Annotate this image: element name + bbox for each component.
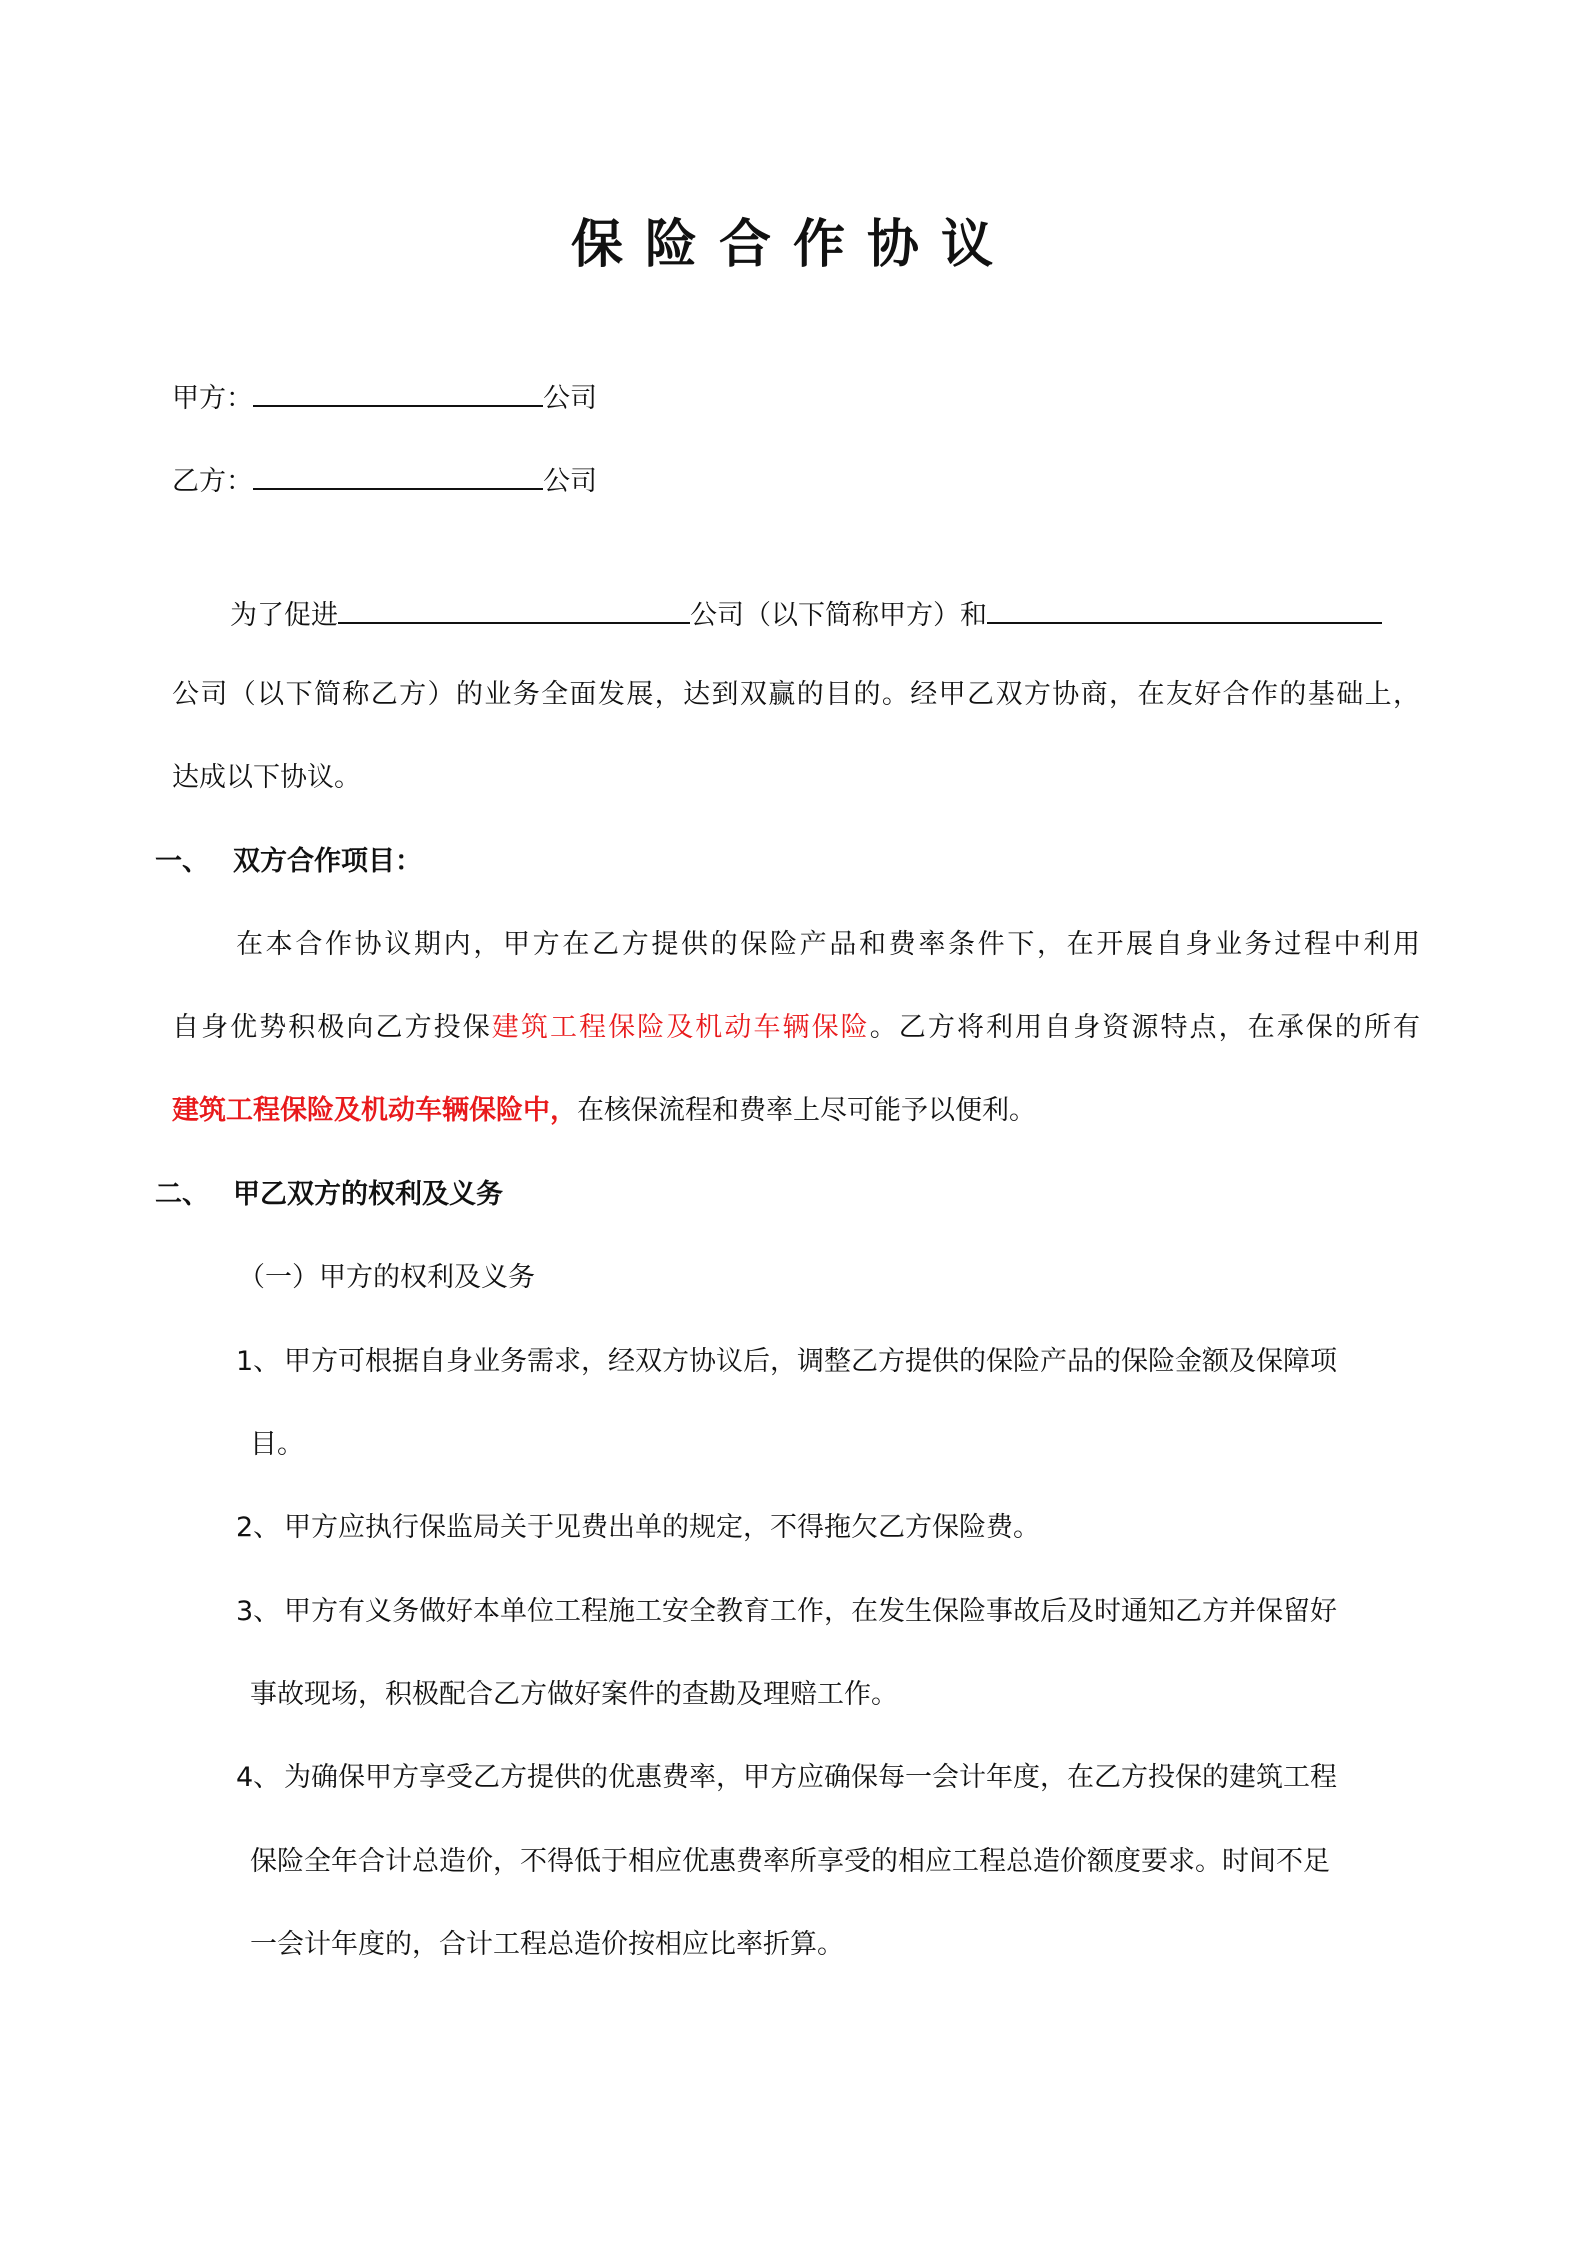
party-b-label: 乙方： xyxy=(172,466,253,497)
item-4-text: 为确保甲方享受乙方提供的优惠费率，甲方应确保每一会计年度，在乙方投保的建筑工程 xyxy=(284,1762,1337,1793)
item-4-line-3: 一会计年度的，合计工程总造价按相应比率折算。 xyxy=(250,1929,844,1960)
party-a-suffix: 公司 xyxy=(543,383,597,414)
section-1-text-a: 自身优势积极向乙方投保 xyxy=(172,1012,492,1043)
intro-text-2: 公司（以下简称甲方）和 xyxy=(690,600,987,631)
section-1-highlight-2: 建筑工程保险及机动车辆保险中， xyxy=(172,1095,577,1126)
party-b-row xyxy=(172,458,597,502)
intro-text-1: 为了促进 xyxy=(230,600,338,631)
section-1-heading: 双方合作项目： xyxy=(233,846,422,877)
section-1-line-3 xyxy=(172,1091,1036,1131)
section-1-number: 一、 xyxy=(155,846,209,877)
item-2-number: 2、 xyxy=(236,1512,281,1543)
party-b-blank xyxy=(253,458,543,490)
intro-line-2: 公司（以下简称乙方）的业务全面发展，达到双赢的目的。经甲乙双方协商，在友好合作的基础上， xyxy=(172,679,1420,710)
item-1-line-1 xyxy=(236,1342,1420,1382)
document-title: 保险合作协议 xyxy=(570,215,1015,275)
section-1-text-c: 在核保流程和费率上尽可能予以便利。 xyxy=(577,1095,1036,1126)
section-2-subheading: （一）甲方的权利及义务 xyxy=(238,1262,535,1293)
intro-line-3: 达成以下协议。 xyxy=(172,762,361,793)
item-1-line-2: 目。 xyxy=(250,1429,304,1460)
item-4-line-2: 保险全年合计总造价，不得低于相应优惠费率所享受的相应工程总造价额度要求。时间不足 xyxy=(250,1846,1330,1877)
intro-blank-1 xyxy=(338,592,690,624)
intro-blank-2 xyxy=(987,592,1382,624)
item-3-number: 3、 xyxy=(236,1596,281,1627)
section-2-number: 二、 xyxy=(155,1179,209,1210)
item-3-text: 甲方有义务做好本单位工程施工安全教育工作，在发生保险事故后及时通知乙方并保留好 xyxy=(284,1596,1337,1627)
section-1-text-b: 。乙方将利用自身资源特点，在承保的所有 xyxy=(869,1012,1421,1043)
item-1-number: 1、 xyxy=(236,1346,281,1377)
section-1-line-2 xyxy=(172,1008,1420,1048)
party-a-row xyxy=(172,375,597,419)
item-3-line-2: 事故现场，积极配合乙方做好案件的查勘及理赔工作。 xyxy=(250,1679,898,1710)
item-4-line-1 xyxy=(236,1758,1337,1798)
item-2-line-1 xyxy=(236,1508,1040,1548)
section-2-heading: 甲乙双方的权利及义务 xyxy=(233,1179,503,1210)
intro-line-1 xyxy=(230,592,1382,636)
item-4-number: 4、 xyxy=(236,1762,281,1793)
section-2-heading-row xyxy=(155,1175,503,1215)
section-1-line-1: 在本合作协议期内，甲方在乙方提供的保险产品和费率条件下，在开展自身业务过程中利用 xyxy=(236,929,1420,960)
party-a-blank xyxy=(253,375,543,407)
section-1-heading-row xyxy=(155,842,422,882)
item-2-text: 甲方应执行保监局关于见费出单的规定，不得拖欠乙方保险费。 xyxy=(284,1512,1040,1543)
party-b-suffix: 公司 xyxy=(543,466,597,497)
party-a-label: 甲方： xyxy=(172,383,253,414)
item-1-text: 甲方可根据自身业务需求，经双方协议后，调整乙方提供的保险产品的保险金额及保障项 xyxy=(284,1346,1337,1377)
item-3-line-1 xyxy=(236,1592,1337,1632)
section-1-highlight-1: 建筑工程保险及机动车辆保险 xyxy=(491,1012,870,1043)
